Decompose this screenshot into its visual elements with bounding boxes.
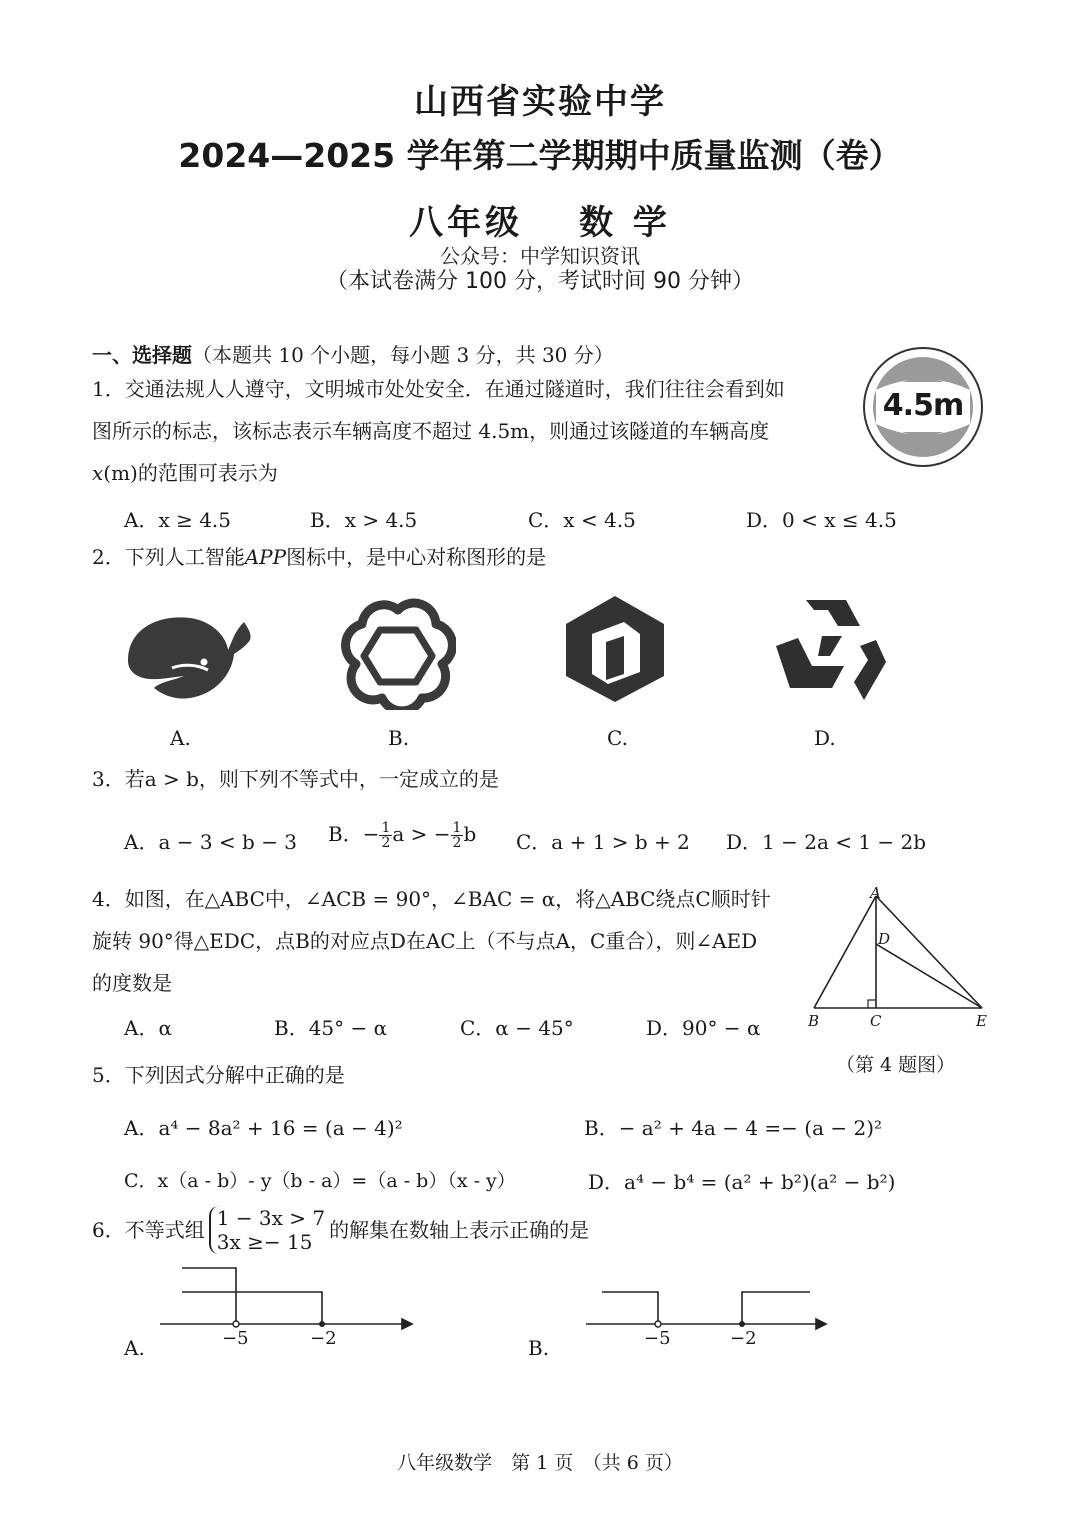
section-desc: （本题共 10 个小题，每小题 3 分，共 30 分） <box>192 343 614 367</box>
q3-option-d[interactable]: D．1 − 2a < 1 − 2b <box>726 830 927 854</box>
q5-option-b[interactable]: B．− a² + 4a − 4 =− (a − 2)² <box>584 1116 883 1140</box>
q2-stem-a: 2．下列人工智能 <box>92 545 245 569</box>
q4-line1: 4．如图，在△ABC中，∠ACB = 90°，∠BAC = α，将△ABC绕点C顺时针 <box>92 887 771 911</box>
q3-b-label: B． <box>328 822 363 846</box>
hexagon-logo-icon <box>562 594 668 708</box>
q2-label-c[interactable]: C. <box>607 726 628 750</box>
q4-option-d[interactable]: D．90° − α <box>646 1016 761 1040</box>
q5-option-c[interactable]: C．x（a - b）- y（b - a）=（a - b）（x - y） <box>124 1170 516 1192</box>
q4-label-b: B <box>808 1012 820 1030</box>
q6-b-tick-neg5: −5 <box>644 1328 671 1349</box>
school-title: 山西省实验中学 <box>414 82 666 122</box>
q6-a-tick-neg5: −5 <box>222 1328 249 1349</box>
q6-numberline-a <box>150 1262 420 1349</box>
q6-system <box>209 1206 325 1254</box>
q2-stem-b: 图标中，是中心对称图形的是 <box>286 545 547 569</box>
whale-logo-icon <box>120 608 256 708</box>
q1-option-c[interactable]: C．x < 4.5 <box>528 508 636 532</box>
q4-option-b[interactable]: B．45° − α <box>274 1016 388 1040</box>
q2-stem <box>92 536 546 578</box>
q3-b-den1: 2 <box>381 835 391 851</box>
q4-option-c[interactable]: C．α − 45° <box>460 1016 574 1040</box>
q2-label-a[interactable]: A. <box>170 726 191 750</box>
q6-label-b[interactable]: B. <box>528 1336 550 1360</box>
q6-stem-b: 的解集在数轴上表示正确的是 <box>329 1218 590 1242</box>
q3-b-pre: − <box>362 822 380 846</box>
q3-option-c[interactable]: C．a + 1 > b + 2 <box>516 830 690 854</box>
q1-option-a[interactable]: A．x ≥ 4.5 <box>124 508 232 532</box>
page-footer: 八年级数学 第 1 页 （共 6 页） <box>397 1452 683 1474</box>
q1-line2: 图所示的标志，该标志表示车辆高度不超过 4.5m，则通过该隧道的车辆高度 <box>92 419 770 443</box>
q4-label-a: A <box>870 884 881 902</box>
q5-stem: 5．下列因式分解中正确的是 <box>92 1063 345 1087</box>
q6-b-tick-neg2: −2 <box>730 1328 757 1349</box>
q1-var: x <box>92 461 104 485</box>
q3-stem: 3．若a > b，则下列不等式中，一定成立的是 <box>92 767 499 791</box>
q6-a-tick-neg2: −2 <box>310 1328 337 1349</box>
q6-numberline-b <box>578 1262 838 1349</box>
q3-b-frac1 <box>379 821 392 850</box>
q1-line3 <box>92 452 278 494</box>
q1-line1: 1．交通法规人人遵守，文明城市处处安全．在通过隧道时，我们往往会看到如 <box>92 377 785 401</box>
exam-title: 2024—2025 学年第二学期期中质量监测（卷） <box>178 136 902 175</box>
wechat-account: 公众号：中学知识资讯 <box>440 244 640 268</box>
q6-ineq2: 3x ≥− 15 <box>216 1230 313 1254</box>
q5-option-d[interactable]: D．a⁴ − b⁴ = (a² + b²)(a² − b²) <box>588 1170 896 1194</box>
q4-figure <box>800 884 1000 1038</box>
q3-b-frac2 <box>451 821 464 850</box>
height-limit-sign-icon <box>862 346 984 472</box>
subject: 数 学 <box>579 203 671 243</box>
q4-label-e: E <box>976 1012 987 1030</box>
q4-caption: （第 4 题图） <box>836 1054 956 1076</box>
q3-option-b[interactable] <box>328 818 476 850</box>
star-logo-icon <box>772 596 888 710</box>
q4-option-a[interactable]: A．α <box>124 1016 172 1040</box>
q2-label-b[interactable]: B. <box>388 726 410 750</box>
q1-option-d[interactable]: D．0 < x ≤ 4.5 <box>746 508 897 532</box>
q4-label-c: C <box>870 1012 882 1030</box>
q6-stem <box>92 1206 589 1254</box>
q2-label-d[interactable]: D. <box>814 726 836 750</box>
knot-logo-icon <box>340 598 456 714</box>
q4-label-d: D <box>878 930 891 948</box>
q6-ineq1: 1 − 3x > 7 <box>216 1206 326 1230</box>
q4-line2: 旋转 90°得△EDC，点B的对应点D在AC上（不与点A，C重合），则∠AED <box>92 929 758 953</box>
q3-b-end: b <box>463 822 477 846</box>
grade: 八年级 <box>409 203 524 243</box>
section-title: 一、选择题 <box>92 343 192 367</box>
q5-option-a[interactable]: A．a⁴ − 8a² + 16 = (a − 4)² <box>124 1116 403 1140</box>
q1-line3-text: (m)的范围可表示为 <box>103 461 278 485</box>
q1-option-b[interactable]: B．x > 4.5 <box>310 508 418 532</box>
q2-stem-app: APP <box>244 545 287 569</box>
q4-line3: 的度数是 <box>92 971 172 995</box>
q6-label-a[interactable]: A. <box>124 1336 145 1360</box>
q3-option-a[interactable]: A．a − 3 < b − 3 <box>124 830 298 854</box>
exam-note: （本试卷满分 100 分，考试时间 90 分钟） <box>326 269 754 294</box>
sign-text: 4.5m <box>882 388 964 423</box>
q3-b-num1: 1 <box>381 820 391 836</box>
q3-b-num2: 1 <box>452 820 462 836</box>
grade-subject <box>0 195 1080 244</box>
q3-b-mid: a > − <box>392 822 451 846</box>
q3-b-den2: 2 <box>452 835 462 851</box>
q6-stem-a: 6．不等式组 <box>92 1218 205 1242</box>
